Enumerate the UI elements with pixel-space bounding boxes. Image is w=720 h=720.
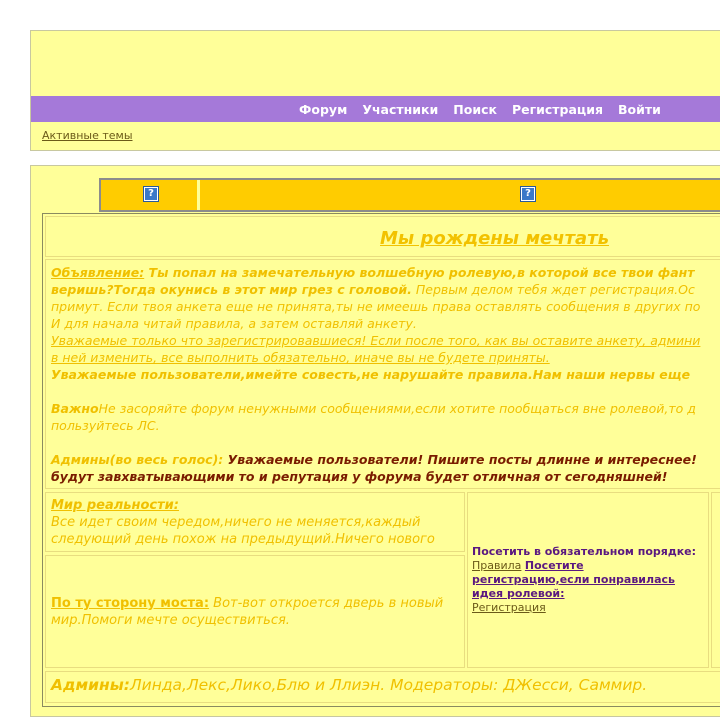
broken-image-icon: ? <box>521 187 535 201</box>
announcement-line2-bold: веришь?Тогда окунись в этот мир грез с головой. <box>51 282 412 297</box>
staff-line <box>51 676 647 694</box>
announcement-line2: Первым делом тебя ждет регистрация.Ос <box>411 282 695 297</box>
header-panel <box>30 30 720 151</box>
nav-login-link[interactable]: Войти <box>617 101 661 117</box>
admins-voice-text: Уважаемые пользователи! Пишите посты длинне и интереснее! <box>223 452 697 467</box>
nav-search-link[interactable]: Поиск <box>453 101 497 117</box>
rules-link[interactable]: Правила <box>472 559 522 572</box>
visit-heading: Посетить в обязательном порядке: <box>472 545 697 558</box>
world-text2: следующий день похож на предыдущий.Ничего нового <box>51 532 435 547</box>
side-cell <box>711 492 720 668</box>
staff-label: Админы: <box>51 676 130 694</box>
admins-voice-label: Админы(во весь голос): <box>51 452 224 467</box>
announcement-line7: Уважаемые пользователи,имейте совесть,не нарушайте правила.Нам наши нервы еще <box>51 367 691 382</box>
world-text1: Все идет своим чередом,ничего не меняется,каждый <box>51 515 421 530</box>
announcement-label: Объявление: <box>51 265 145 280</box>
staff-text: Линда,Лекс,Лико,Блю и Ллиэн. Модераторы: ДЖесси, Саммир. <box>129 676 648 694</box>
visit-registration-link-3[interactable]: идея ролевой: <box>472 587 565 600</box>
nav-menu <box>299 96 676 122</box>
forum-title[interactable]: Мы рождены мечтать <box>380 228 610 249</box>
visit-registration-link[interactable]: Посетите <box>524 559 584 572</box>
bridge-text2: мир.Помоги мечте осуществиться. <box>51 613 290 628</box>
announcement-line5: Уважаемые только что зарегистрировавшиеся! Если после того, как вы оставите анкету, админи <box>51 333 701 348</box>
broken-image-icon: ? <box>144 187 158 201</box>
bridge-text1: Вот-вот откроется дверь в новый <box>209 596 444 611</box>
world-section <box>51 497 435 548</box>
important-text: Не засоряйте форум ненужными сообщениями,если хотите пообщаться вне ролевой,то д <box>98 401 696 416</box>
bridge-section <box>51 595 443 629</box>
visit-registration-link-2[interactable]: регистрацию,если понравилась <box>472 573 675 586</box>
nav-register-link[interactable]: Регистрация <box>511 101 603 117</box>
important-label: Важно <box>51 401 99 416</box>
announcement-line1: Ты попал на замечательную волшебную ролевую,в которой все твои фант <box>144 265 695 280</box>
nav-forum-link[interactable]: Форум <box>299 101 348 117</box>
bridge-link[interactable]: По ту сторону моста: <box>51 596 210 611</box>
active-topics-link[interactable]: Активные темы <box>42 129 133 142</box>
announcement-line4: И для начала читай правила, а затем оставляй анкету. <box>51 316 417 331</box>
nav-bar <box>31 96 720 122</box>
visit-section <box>472 545 696 615</box>
important-text2: пользуйтесь ЛС. <box>51 418 160 433</box>
nav-members-link[interactable]: Участники <box>362 101 439 117</box>
image-bar <box>99 178 720 212</box>
image-bar-divider <box>197 180 200 210</box>
announcement-line6: в ней изменить, все выполнить обязательно, иначе вы не будете приняты. <box>51 350 550 365</box>
announcement-text <box>51 264 720 485</box>
registration-link[interactable]: Регистрация <box>472 601 546 614</box>
world-link[interactable]: Мир реальности: <box>51 498 179 513</box>
announcement-line3: примут. Если твоя анкета еще не принята,ты не имеешь права оставлять сообщения в других по <box>51 299 701 314</box>
admins-voice-text2: будут завхватывающими то и репутация у форума будет отличная от сегодняшней! <box>51 469 668 484</box>
